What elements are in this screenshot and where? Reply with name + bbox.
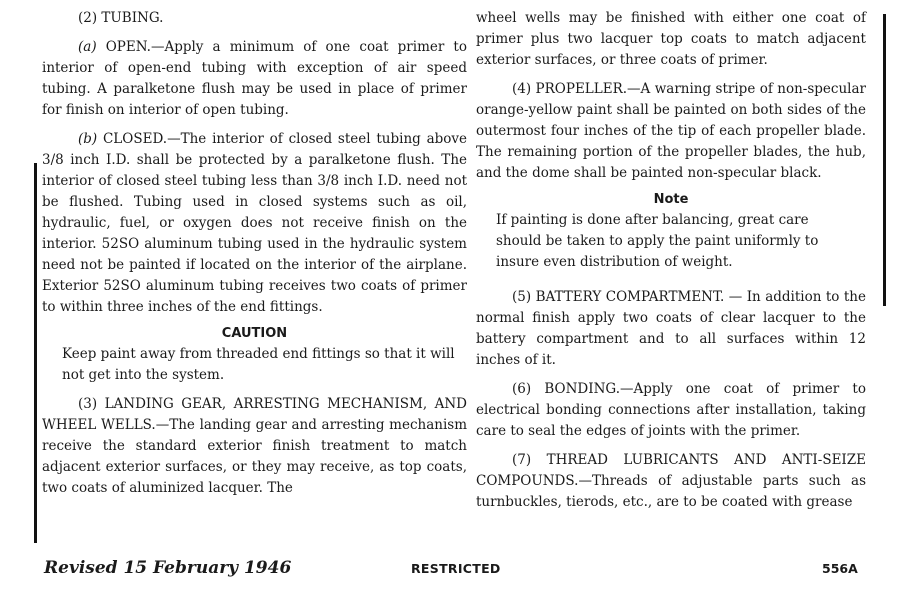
open-text: —Apply a minimum of one coat primer to interior of open-end tubing with exception of air speed tubing. A paralketone flush may be used in place of primer for finish on interior of open tubing.: [42, 39, 467, 118]
paragraph-propeller: (4) PROPELLER.—A warning stripe of non-specular orange-yellow paint shall be painted on both sides of the outermost four inches of the tip of each propeller blade. The remaining portion of the propeller blades, the hub, and the dome shall be painted non-specular black.: [476, 81, 866, 181]
tubing-heading: (2) TUBING.: [78, 10, 164, 26]
closed-lead: CLOSED.: [97, 131, 168, 147]
closed-text: —The interior of closed steel tubing above 3/8 inch I.D. shall be protected by a paralketone flush. The interior of closed steel tubing less than 3/8 inch I.D. need not be flushed. Tubing used in closed systems such as oil, hydraulic, fuel, or oxygen does not receive finish on the interior. 52SO aluminum tubing used in the hydraulic system need not be painted if located on the interior of the airplane. Exterior 52SO aluminum tubing receives two coats of primer to within three inches of the end fittings.: [42, 131, 468, 315]
caution-title: CAUTION: [221, 326, 288, 341]
note-text: If painting is done after balancing, great care should be taken to apply the paint uniformly to insure even distribution of weight.: [496, 212, 819, 270]
paragraph-open-tubing: [42, 37, 467, 121]
change-bar-right: [883, 14, 886, 306]
revision-date: Revised 15 February 1946: [44, 558, 292, 578]
caution-text: Keep paint away from threaded end fittings so that it will not get into the system.: [62, 346, 455, 383]
paragraph-bonding: (6) BONDING.—Apply one coat of primer to electrical bonding connections after installation, taking care to seal the edges of joints with the primer.: [476, 381, 866, 439]
note-title: Note: [653, 192, 689, 207]
paragraph-landing-gear: (3) LANDING GEAR, ARRESTING MECHANISM, AND WHEEL WELLS.—The landing gear and arresting mechanism receive the standard exterior finish treatment to match adjacent exterior surfaces, or they may receive, as top coats, two coats of aluminized lacquer. The: [42, 396, 467, 496]
open-lead: OPEN.: [96, 39, 151, 55]
paragraph-battery: (5) BATTERY COMPARTMENT. — In addition to the normal finish apply two coats of clear lacquer to the battery compartment and to all surfaces within 12 inches of it.: [476, 289, 866, 368]
paragraph-closed-tubing: [42, 129, 467, 318]
page-footer: [0, 556, 897, 586]
paragraph-thread: (7) THREAD LUBRICANTS AND ANTI-SEIZE COMPOUNDS.—Threads of adjustable parts such as turnbuckles, tierods, etc., are to be coated with grease: [476, 452, 866, 510]
restricted-label: RESTRICTED: [411, 561, 501, 576]
left-column: [42, 8, 467, 499]
right-column: [476, 8, 866, 513]
page-number: 556A: [822, 561, 858, 576]
open-letter: (a): [78, 39, 97, 55]
closed-letter: (b): [78, 131, 98, 147]
change-bar-left: [34, 163, 37, 543]
paragraph-wheel-wells-cont: wheel wells may be finished with either one coat of primer plus two lacquer top coats to match adjacent exterior surfaces, or three coats of primer.: [476, 10, 866, 68]
